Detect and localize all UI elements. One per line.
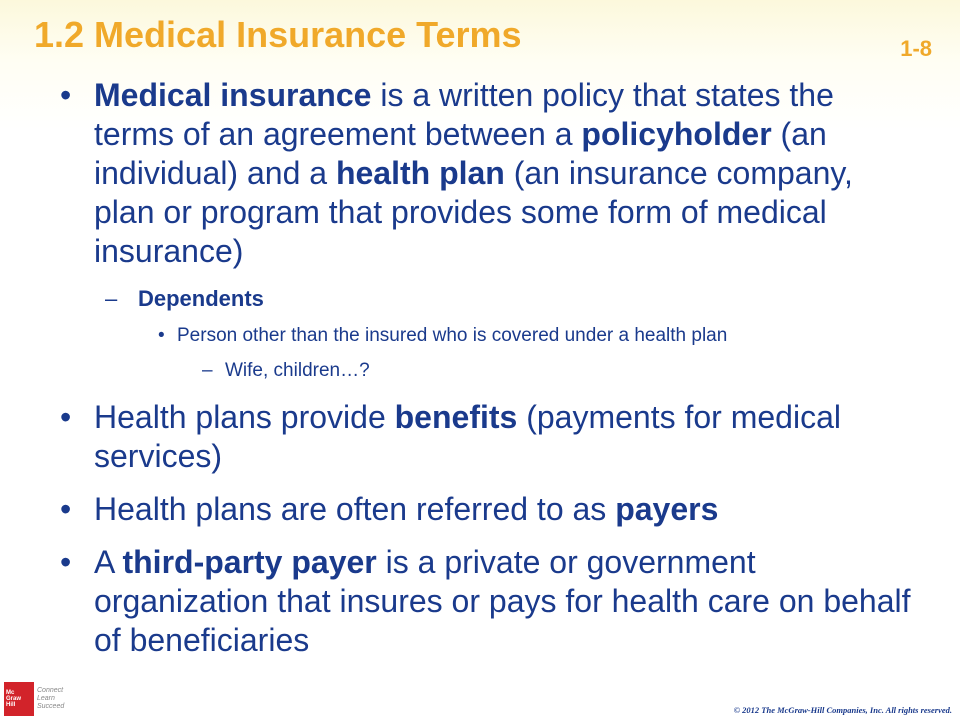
bullet-text: is a written policy that states the terms of an agreement between a [94,77,834,153]
sub-sub-sub-bullet-examples [0,359,960,384]
bullet-third-party-payer [0,543,960,660]
slide-number: 1-8 [900,36,932,61]
mcgraw-hill-logo [4,682,64,716]
bullet-text: Person other than the insured who is covered under a health plan [177,324,728,346]
term-benefits: benefits [394,399,518,436]
term-medical-insurance: Medical insurance [94,77,372,113]
bullet-payers [0,490,960,529]
bullet-marker: • [60,77,72,113]
bullet-text: Wife, children…? [225,360,370,382]
bullet-benefits [0,398,960,476]
term-third-party-payer: third-party payer [122,544,377,581]
logo-line: Graw [6,695,22,702]
sub-sub-bullet-dependents-definition [0,324,960,349]
bullet-marker: • [60,399,72,436]
logo-line: Mc [6,689,15,696]
dash-marker: – [105,286,118,312]
bullet-text: Health plans are often referred to as [94,491,616,528]
bullet-text: is a private or government organization that insures or pays for health care on behalf of beneficiaries [94,544,911,659]
bullet-text: Health plans provide [94,399,395,436]
tagline-word: Connect [37,687,64,695]
logo-line: Hill [6,702,16,709]
term-policyholder: policyholder [581,116,772,153]
bullet-text: (an insurance company, plan or program that provides some form of medical insurance) [94,155,853,270]
term-payers: payers [615,491,719,528]
logo-tagline [37,687,64,710]
term-health-plan: health plan [335,155,505,192]
copyright-notice: © 2012 The McGraw-Hill Companies, Inc. All rights reserved. [733,705,952,715]
logo-mark [4,682,34,716]
bullet-medical-insurance [0,76,960,271]
bullet-text: (payments for medical services) [94,399,841,475]
term-dependents: Dependents [138,286,264,312]
bullet-text: A [94,544,123,581]
slide-title: 1.2 Medical Insurance Terms [34,14,522,55]
bullet-marker: • [60,491,72,528]
dash-marker: – [202,360,213,382]
slide-content [0,76,960,660]
bullet-marker: • [158,324,165,346]
tagline-word: Learn [37,695,55,703]
bullet-marker: • [60,544,72,581]
tagline-word: Succeed [37,702,65,710]
bullet-text: (an individual) and a [94,116,827,192]
sub-bullet-dependents [0,285,960,314]
